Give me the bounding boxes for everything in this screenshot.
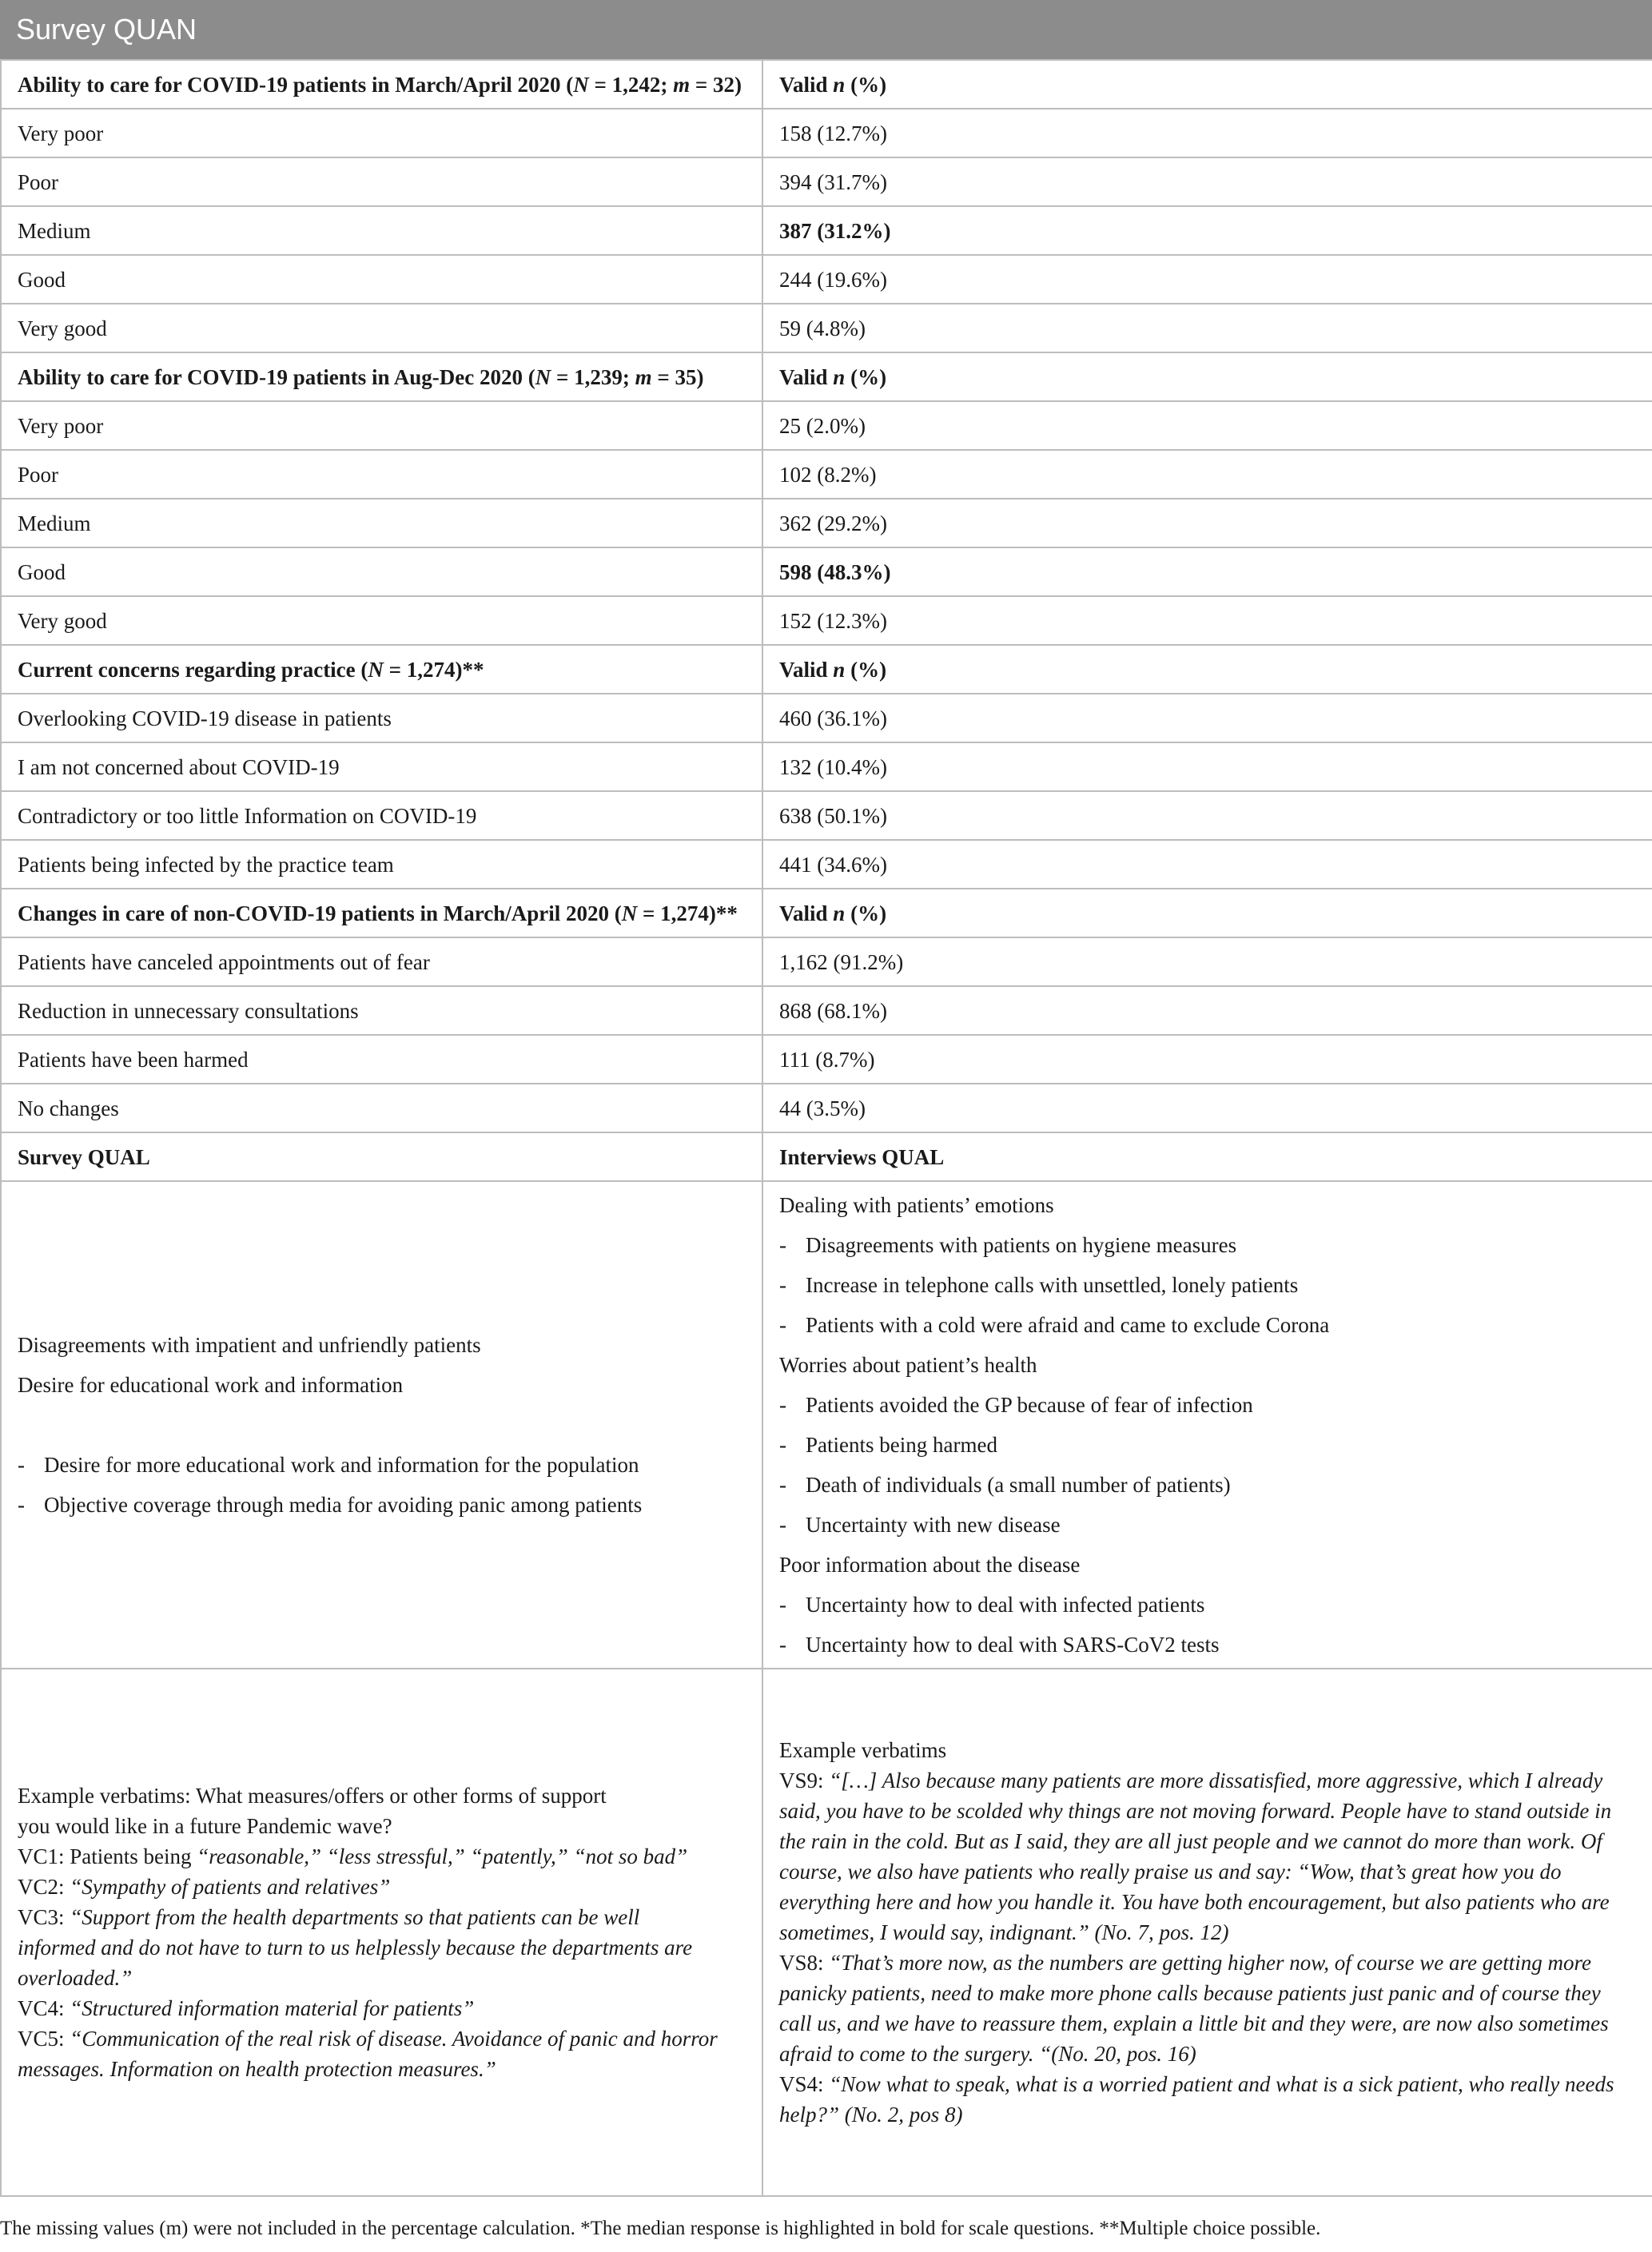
theme-bullet: - Patients avoided the GP because of fear of infection [779,1393,1253,1417]
qual-body [1,1132,1652,2196]
row-value: 362 (29.2%) [762,499,1652,547]
theme-bullet: - Disagreements with patients on hygiene measures [779,1233,1237,1257]
verbatim-vs9-cont: everything here and how you handle it. You have both encouragement, but also patients who are [779,1890,1610,1914]
row-label: No changes [1,1084,762,1132]
row-label: Very poor [1,401,762,450]
table-row [1,1084,1652,1132]
theme-bullet: - Desire for more educational work and information for the population [18,1453,639,1477]
row-value: 441 (34.6%) [762,840,1652,889]
verbatim-intro: Example verbatims [779,1738,947,1762]
table-row [1,840,1652,889]
theme-line: Desire for educational work and information [18,1373,404,1397]
column-header-valid-n: Valid n (%) [762,889,1652,937]
row-label: Good [1,547,762,596]
row-value: 25 (2.0%) [762,401,1652,450]
row-value: 1,162 (91.2%) [762,937,1652,986]
row-value: 59 (4.8%) [762,304,1652,352]
table-row [1,986,1652,1035]
row-value: 394 (31.7%) [762,157,1652,206]
table-footnote: The missing values (m) were not included in the percentage calculation. *The median response is highlighted in bold for scale questions. **Multiple choice possible. [0,2218,1321,2239]
row-label: Contradictory or too little Information on COVID-19 [1,791,762,840]
spacer [18,1405,746,1445]
results-table [0,59,1652,2197]
verbatim-vs9-cont: sometimes, I would say, indignant.” (No. 7, pos. 12) [779,1920,1229,1944]
verbatim-vs4-cont: help?” (No. 2, pos 8) [779,2103,963,2127]
theme-bullet: - Objective coverage through media for avoiding panic among patients [18,1493,643,1517]
row-value: 44 (3.5%) [762,1084,1652,1132]
row-label: Poor [1,157,762,206]
table-row [1,206,1652,255]
row-value: 598 (48.3%) [762,547,1652,596]
theme-bullet: - Uncertainty how to deal with infected patients [779,1593,1205,1617]
row-label: Very poor [1,109,762,157]
verbatim-vc5-cont: messages. Information on health protection measures.” [18,2057,496,2081]
section-header: Current concerns regarding practice (N = 1,274)** [1,645,762,694]
verbatim-vs9-cont: course, we also have patients who really praise us and say: “Wow, that’s great how you do [779,1860,1562,1884]
row-label: Patients have been harmed [1,1035,762,1084]
verbatim-vs4: VS4: “Now what to speak, what is a worried patient and what is a sick patient, who really needs [779,2072,1614,2096]
theme-bullet: - Death of individuals (a small number of patients) [779,1473,1231,1497]
theme-heading: Poor information about the disease [779,1553,1081,1577]
row-value: 102 (8.2%) [762,450,1652,499]
row-value: 868 (68.1%) [762,986,1652,1035]
verbatim-vc2: VC2: “Sympathy of patients and relatives” [18,1875,391,1899]
verbatim-vs8-cont: call us, and we have to reassure them, explain a little bit and they were, are now also sometimes [779,2011,1609,2035]
column-header-valid-n: Valid n (%) [762,352,1652,401]
survey-qual-header: Survey QUAL [1,1132,762,1181]
verbatim-intro: Example verbatims: What measures/offers or other forms of support [18,1784,607,1808]
section-header-row [1,352,1652,401]
section-header: Ability to care for COVID-19 patients in March/April 2020 (N = 1,242; m = 32) [1,60,762,109]
row-label: Patients being infected by the practice team [1,840,762,889]
table-row [1,255,1652,304]
row-value: 387 (31.2%) [762,206,1652,255]
theme-bullet: - Increase in telephone calls with unsettled, lonely patients [779,1273,1299,1297]
table-row [1,157,1652,206]
table-row [1,450,1652,499]
theme-bullet: - Uncertainty how to deal with SARS-CoV2 tests [779,1633,1220,1657]
interviews-qual-themes [762,1181,1652,1669]
survey-verbatims [1,1669,762,2196]
section-header-row [1,645,1652,694]
verbatim-intro: you would like in a future Pandemic wave? [18,1814,392,1838]
interview-verbatims [762,1669,1652,2196]
verbatims-row [1,1669,1652,2196]
section-header-row [1,889,1652,937]
section-header: Changes in care of non-COVID-19 patients in March/April 2020 (N = 1,274)** [1,889,762,937]
verbatim-vs8-cont: panicky patients, need to make more phone calls because patients just panic and of course they [779,1981,1601,2005]
row-value: 111 (8.7%) [762,1035,1652,1084]
section-header: Ability to care for COVID-19 patients in Aug-Dec 2020 (N = 1,239; m = 35) [1,352,762,401]
theme-line: Disagreements with impatient and unfriendly patients [18,1333,481,1357]
table-row [1,547,1652,596]
table-title: Survey QUAN [0,0,1652,59]
row-label: Good [1,255,762,304]
verbatim-vs9-cont: said, you have to be scolded why things are not moving forward. People have to stand outside in [779,1799,1612,1823]
row-label: Medium [1,499,762,547]
verbatim-vc1: VC1: Patients being “reasonable,” “less stressful,” “patently,” “not so bad” [18,1844,688,1868]
survey-qual-themes [1,1181,762,1669]
table-row [1,401,1652,450]
table-row [1,304,1652,352]
verbatim-vs8: VS8: “That’s more now, as the numbers are getting higher now, of course we are getting more [779,1951,1591,1975]
verbatim-vc4: VC4: “Structured information material for patients” [18,1996,475,2020]
row-value: 638 (50.1%) [762,791,1652,840]
table-row [1,596,1652,645]
table-row [1,791,1652,840]
table-row [1,694,1652,742]
row-value: 132 (10.4%) [762,742,1652,791]
table-row [1,499,1652,547]
verbatim-vs9-cont: the rain in the cold. But as I said, they are all just people and we cannot do more than work. Of [779,1829,1602,1853]
theme-bullet: - Patients with a cold were afraid and came to exclude Corona [779,1313,1330,1337]
row-value: 244 (19.6%) [762,255,1652,304]
verbatim-vc5: VC5: “Communication of the real risk of disease. Avoidance of panic and horror [18,2027,718,2051]
table-row [1,742,1652,791]
row-label: Reduction in unnecessary consultations [1,986,762,1035]
table-row [1,109,1652,157]
row-value: 158 (12.7%) [762,109,1652,157]
section-header-row [1,60,1652,109]
theme-heading: Dealing with patients’ emotions [779,1193,1054,1217]
verbatim-vs9: VS9: “[…] Also because many patients are more dissatisfied, more aggressive, which I already [779,1769,1603,1792]
qual-header-row [1,1132,1652,1181]
verbatim-vc3: VC3: “Support from the health departments so that patients can be well [18,1905,640,1929]
row-label: Medium [1,206,762,255]
theme-heading: Worries about patient’s health [779,1353,1037,1377]
theme-bullet: - Patients being harmed [779,1433,997,1457]
row-label: I am not concerned about COVID-19 [1,742,762,791]
verbatim-vc3-cont: informed and do not have to turn to us helplessly because the departments are [18,1936,693,1960]
column-header-valid-n: Valid n (%) [762,60,1652,109]
table-row [1,937,1652,986]
row-label: Very good [1,596,762,645]
verbatim-vc3-cont: overloaded.” [18,1966,133,1990]
theme-bullet: - Uncertainty with new disease [779,1513,1061,1537]
row-value: 152 (12.3%) [762,596,1652,645]
quan-body [1,60,1652,1132]
row-label: Very good [1,304,762,352]
row-label: Poor [1,450,762,499]
row-value: 460 (36.1%) [762,694,1652,742]
row-label: Overlooking COVID-19 disease in patients [1,694,762,742]
table-row [1,1035,1652,1084]
qual-themes-row [1,1181,1652,1669]
verbatim-vs8-cont: afraid to come to the surgery. “(No. 20, pos. 16) [779,2042,1196,2066]
row-label: Patients have canceled appointments out of fear [1,937,762,986]
column-header-valid-n: Valid n (%) [762,645,1652,694]
interviews-qual-header: Interviews QUAL [762,1132,1652,1181]
